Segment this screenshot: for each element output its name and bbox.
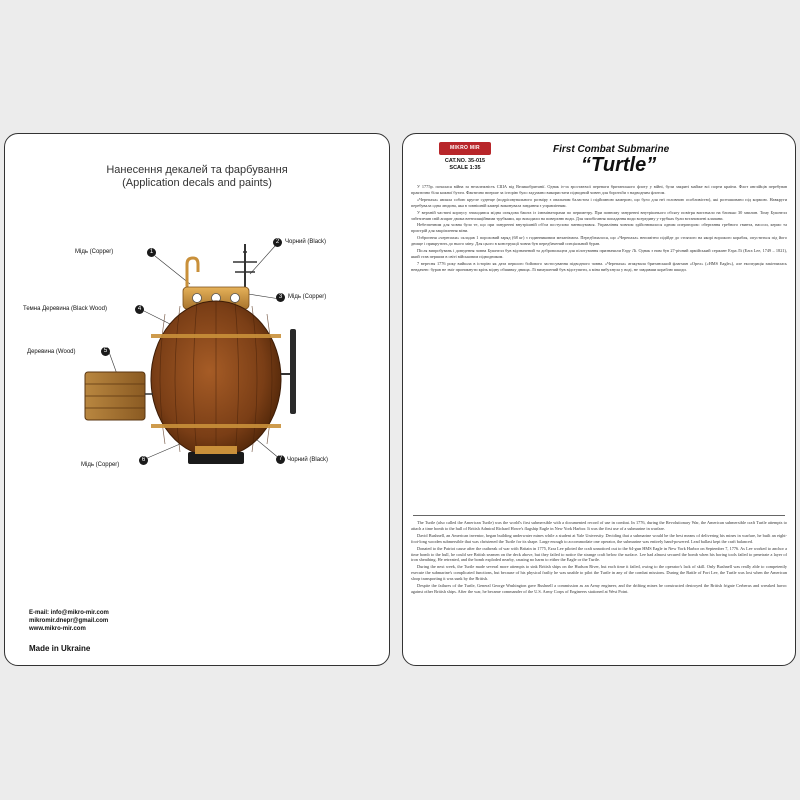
- ua-paragraph: У 1775р. почалася війна за незалежність США від Великобританії. Однак із-за зростаючої переваги британського флоту у війні, були закриті майже всі порти країни. Флот англійців перебував практично біля кожної бухти. Фактично вперше за історію було задумано використати підводний човен для боротьби з надводним флотом.: [411, 184, 787, 195]
- callout-marker: 5: [101, 347, 110, 356]
- callout-marker: 3: [276, 293, 285, 302]
- card-title: “Turtle”: [581, 154, 657, 176]
- callout-label: Темна Деревина (Black Wood): [23, 306, 107, 312]
- wooden-hull: [151, 301, 281, 457]
- callout-label: Деревина (Wood): [27, 349, 76, 355]
- title-english: (Application decals and paints): [122, 177, 272, 189]
- made-in-label: Made in Ukraine: [29, 644, 91, 653]
- ua-paragraph: У верхній частині корпусу знаходився мідна оглядова башта із ілюмінаторами по периметру. При повному зануренні внутрішнього обсягу повітря вистачало на близько 30 хвилин. Тому Бушнелл забезпечив свій апарат двома вентиляційними трубками, що виходили на поверхню води. Для запобігання попадання води всередину у трубках були встановлені клапани.: [411, 209, 787, 221]
- callout-copper-bottom: [81, 462, 119, 468]
- mine-crate: [85, 372, 153, 420]
- catalog-number: CAT.NO. 35-015: [444, 158, 486, 164]
- snorkel-tubes: [187, 244, 257, 294]
- history-card: [402, 133, 796, 666]
- callout-copper-top: [75, 249, 113, 255]
- ua-paragraph: «Черепаха» являла собою кругле суденце (подрісовувального розміру з овальним баластом і підйомною камерою, що було для неї головною особливістю), які розташовано під кормою. Навкруги перебувала одна людина, яка в зовнішній камері виконувала завдання з управлінням.: [411, 196, 787, 208]
- contact-website[interactable]: www.mikro-mir.com: [29, 626, 86, 632]
- brand-logo: MIKRO MIR: [439, 142, 491, 155]
- title-ukrainian: Нанесення декалей та фарбування: [106, 164, 288, 176]
- en-paragraph: During the next week, the Turtle made several more attempts to sink British ships on the Hudson River, but each time it failed, owing to the operator's lack of skill. Only Bushnell was really able to competently execute the submarine's complicated functions, but because of his physical frailty he was unable to pilot the Turtle in any of the combat missions. During the Battle of Fort Lee, the Turtle was lost when the American sloop transporting it was sunk by the British.: [411, 564, 787, 582]
- callout-copper-right: [288, 294, 326, 300]
- propeller: [281, 329, 296, 414]
- en-paragraph: Despite the failures of the Turtle, General George Washington gave Bushnell a commission as an Army engineer, and the drifting mines he constructed destroyed the British frigate Cerberus and wreaked havoc against other British ships. After the war, he became commander of the U.S. Army Corps of Engineers stationed at West Point.: [411, 583, 787, 594]
- en-paragraph: Donated to the Patriot cause after the outbreak of war with Britain in 1775, Ezra Lee piloted the craft unnoticed out to the 64-gun HMS Eagle in New York Harbor on September 7, 1776. As Lee worked to anchor a time bomb to the hull, he could see British seamen on the deck above, but they failed to notice the strange craft below the surface. Lee had almost secured the bomb when his boring tools failed to penetrate a layer of iron sheathing. He retreated, and the bomb exploded nearby, causing no harm to either the Eagle or the Turtle.: [411, 545, 787, 563]
- en-paragraph: David Bushnell, an American inventor, began building underwater mines while a student at Yale University. Deciding that a submarine would be the best means of delivering his mines in warfare, he built an eight-foot-long wooden submersible that was christened the Turtle for its shape. Large enough to accommodate one operator, the submarine was entirely hand-powered. Lead ballast kept the craft balanced.: [411, 532, 787, 544]
- ukrainian-history-text: [411, 184, 787, 512]
- callout-wood: [27, 349, 76, 355]
- callout-marker: 1: [147, 248, 156, 257]
- en-paragraph: The Turtle (also called the American Turtle) was the world's first submersible with a documented record of use in combat. In 1776, during the Revolutionary War, the American submersible craft Turtle attempts to attach a time bomb to the hull of British Admiral Richard Howe's flagship Eagle in New York Harbor. It was the first use of a submarine in warfare.: [411, 520, 787, 531]
- contact-info: [29, 609, 109, 633]
- ua-paragraph: Озброєння «черепахи» складав 1 пороховий заряд (68 кг) з годинниковим механізмом. Передбачалося, що «Черепаха» непомітно підійде до стоячого на якорі ворожого корабля, опуститься під його днище і прикрутить до нього міну. Для цього в конструкції човна був передбачений спеціальний бурав.: [411, 235, 787, 247]
- callout-label: Мідь (Copper): [81, 462, 120, 468]
- callout-marker: 7: [276, 455, 285, 464]
- ua-paragraph: Після випробувань і доведення човна Бушнелл був відзначений та добровольцем для пілотування призначили Езру Лі. Однак з ним був 27-річний армійський сержант Езра Лі (Ezra Lee, 1749 – 1821), який став першим в світі військовим підводником.: [411, 248, 787, 259]
- callout-label: Мідь (Copper): [75, 249, 114, 255]
- contact-email-alt[interactable]: mikromir.dnepr@gmail.com: [29, 618, 109, 624]
- callout-black-top: [285, 239, 326, 245]
- turtle-submarine-illustration: [5, 134, 390, 666]
- callout-marker: 2: [273, 238, 282, 247]
- callout-label: Чорний (Black): [285, 239, 327, 245]
- contact-email[interactable]: E-mail: info@mikro-mir.com: [29, 610, 109, 616]
- callout-label: Мідь (Copper): [288, 294, 327, 300]
- english-history-text: [411, 520, 787, 660]
- catalog-info: [427, 158, 503, 172]
- model-scale: SCALE 1:35: [449, 165, 481, 171]
- callout-dark-wood: [23, 306, 107, 312]
- ua-paragraph: Небезпечним для човна було те, що при зануренні внутрішній об'єм поступово зменшувався. Управління човном здійснювалося одним оператором: обертання гребного гвинта, насоси, кермо та пристрій для закріплення міни.: [411, 222, 787, 234]
- ballast-keel: [188, 446, 244, 464]
- callout-marker: 6: [139, 456, 148, 465]
- callout-label: Чорний (Black): [287, 457, 329, 463]
- ua-paragraph: 7 вересня 1776 року вийшла в історію як дата першого бойового застосування підводного човна. «Черепаха» атакувала британський флагман «Орел» («HMS Eagle»), але експедиція закінчилась невдачею: бурав не зміг проникнути крізь мідну обшивку днища. Лі вимушений був відступити, а міна вибухнула у воді, не завдавши кораблю шкоди.: [411, 260, 787, 272]
- decal-instructions-card: [4, 133, 390, 666]
- callout-black-bottom: [287, 457, 328, 463]
- callout-marker: 4: [135, 305, 144, 314]
- card-subtitle: First Combat Submarine: [553, 144, 670, 155]
- section-divider: [413, 515, 785, 516]
